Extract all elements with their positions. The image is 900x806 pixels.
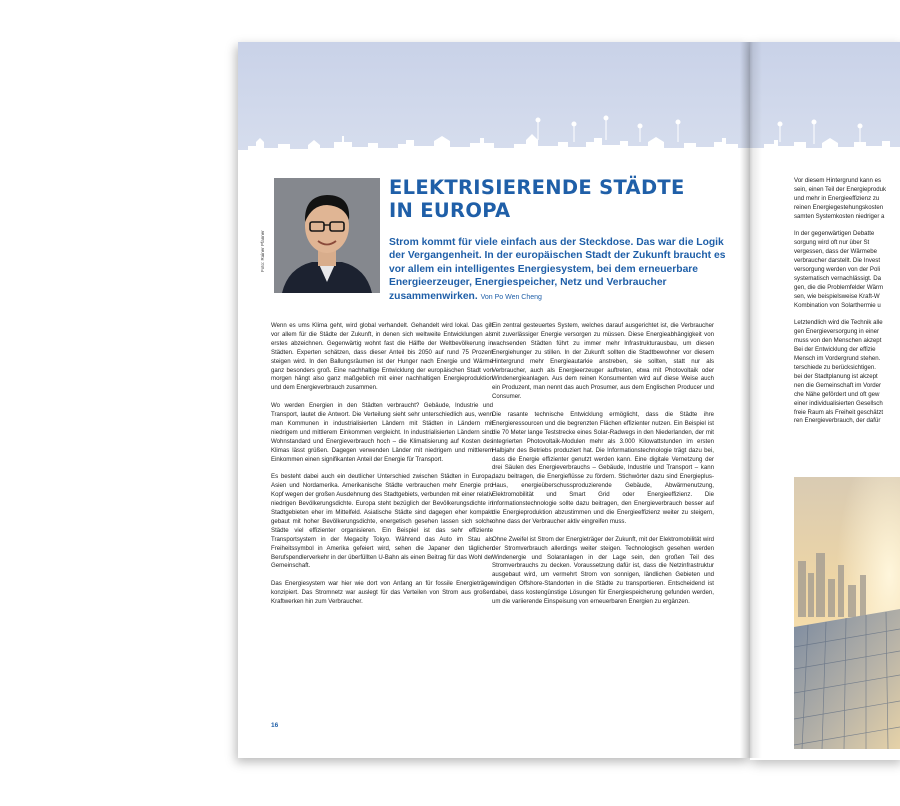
- byline: Von Po Wen Cheng: [480, 293, 542, 301]
- text-line: sen, wie beispielsweise Kraft-W: [794, 292, 880, 300]
- right-paragraph-3: [794, 319, 900, 426]
- solar-panel-city-photo: [794, 477, 900, 749]
- text-line: nen die Gemeinschaft im Vorder: [794, 381, 882, 389]
- text-line: terschiede zu berücksichtigen.: [794, 364, 876, 371]
- skyline-silhouette: [238, 102, 750, 162]
- paragraph: Ein zentral gesteuertes System, welches darauf ausgerichtet ist, die Verbraucher mit zuverlässiger Energie versorgen zu müssen. Diese Energieabhängigkeit von wachsenden Städten führt zu immer mehr Infrastrukturausbau, um diesen Energiehunger zu stillen. In der Zukunft sollten die Stadtbewohner vor diesem Hintergrund mehr Energieautarkie anstreben, sie sollten, statt nur als Verbraucher, auch als Energieerzeuger auftreten, etwa mit Photovoltaik oder Windenergieanlagen. Aus dem reinen Konsumenten wird auf diese Weise auch ein Produzent, man nennt das auch Prosumer, aus dem Englischen Producer und Consumer.: [492, 322, 714, 401]
- city-skyline-banner-right: [750, 42, 900, 162]
- text-line: reinen Energiegestehungskosten: [794, 203, 884, 211]
- right-body-column: [794, 177, 900, 435]
- lead-text: Strom kommt für viele einfach aus der Steckdose. Das war die Logik der Vergangenheit. In der europäischen Stadt der Zukunft braucht es vor allem ein intelligentes Energiesystem, bei dem erneuerbare Energieerzeuger, Energiespeicher, Netz und Verbraucher zusammenwirken.: [389, 237, 726, 302]
- text-line: samten Systemkosten niedriger a: [794, 212, 885, 220]
- author-portrait: [274, 178, 380, 293]
- text-line: sorgung wird oft nur über St: [794, 239, 870, 247]
- right-paragraph-1: [794, 177, 900, 222]
- paragraph: Ohne Zweifel ist Strom der Energieträger der Zukunft, mit der Elektromobilität wird der Stromverbrauch allerdings weiter steigen. Technologisch gesehen werden Windenergie und Solaranlagen in der Lage sein, den großen Teil des Stromverbrauchs zu decken. Voraussetzung dafür ist, dass die Netzinfrastruktur ausgebaut wird, um vermehrt Strom von sonnigen, ländlichen Gebieten und windigen Offshore-Standorten in die Städte zu transportieren. Entscheidend ist dabei, dass kostengünstige Lösungen für Energiespeicherung gefunden werden, um die variierende Einspeisung von erneuerbaren Energien zu ergänzen.: [492, 535, 714, 606]
- text-line: einer individualisierten Gesellsch: [794, 399, 883, 407]
- body-column-1: [271, 322, 493, 616]
- text-line: Letztendlich wird die Technik alle: [794, 319, 883, 327]
- headline-line-2: IN EUROPA: [389, 199, 511, 222]
- text-line: gen Energieversorgung in einer: [794, 328, 880, 336]
- photo-credit: Foto: Rainer Pfanner: [260, 230, 265, 272]
- text-line: che Nähe gefördert und oft gew: [794, 390, 880, 398]
- text-line: gen, die die Problemfelder Wärm: [794, 283, 884, 291]
- text-line: freie Raum als Freiheit geschätzt: [794, 408, 884, 416]
- article-lead: [389, 236, 729, 304]
- right-paragraph-2: [794, 230, 900, 310]
- text-line: versorgung werden von der Poli: [794, 266, 881, 274]
- paragraph: Wo werden Energien in den Städten verbraucht? Gebäude, Industrie und Transport, lautet die Antwort. Die Verteilung sieht sehr unterschiedlich aus, wenn man Kommunen in industrialisierten Ländern mit Städten in Ländern mit niedrigem und mittlerem Einkommen vergleicht. In industrialisierten Ländern sind Wohnstandard und Energieverbrauch hoch – die Klimatisierung auf Kosten des Klimas lässt grüßen. Dagegen verwenden Länder mit niedrigem und mittlerem Einkommen einen signifikanten Anteil der Energie für Transport.: [271, 402, 493, 463]
- text-line: systematisch vernachlässigt. Da: [794, 274, 882, 282]
- page-number: 16: [271, 722, 279, 729]
- text-line: ren Energieverbrauch, der dafür: [794, 417, 881, 425]
- text-line: Mensch im Vordergrund stehen.: [794, 355, 881, 363]
- text-line: Bei der Entwicklung der effizie: [794, 346, 876, 354]
- paragraph: Es besteht dabei auch ein deutlicher Unterschied zwischen Städten in Europa, Asien und Nordamerika. Amerikanische Städte verbrauchen mehr Energie pro Kopf wegen der großen Ausdehnung des Stadtgebiets, verbunden mit einer relativ niedrigen Bevölkerungsdichte. Europa steht bezüglich der Bevölkerungsdichte in Stadtgebieten eher im Mittelfeld. Asiatische Städte sind dagegen eher kompakt gebaut mit hoher Bevölkerungsdichte, energetisch gesehen lassen sich solche Städte viel effizienter organisieren. Ein Beispiel ist das sehr effiziente Transportsystem in der Megacity Tokyo. Während das Auto im Stau als Freiheitssymbol in Amerika gefeiert wird, sehen die Japaner den täglichen Berufspendlerverkehr in der überfüllten U-Bahn als einen Beitrag für das Wohl der Gemeinschaft.: [271, 473, 493, 570]
- text-line: In der gegenwärtigen Debatte: [794, 230, 875, 238]
- text-line: sein, einen Teil der Energieproduk: [794, 185, 887, 193]
- text-line: muss von den Menschen akzept: [794, 337, 882, 345]
- paragraph: Das Energiesystem war hier wie dort von Anfang an für fossile Energieträger konzipiert. Das Stromnetz war auslegt für das Verteilen von Strom aus großen Kraftwerken hin zum Verbraucher.: [271, 580, 493, 606]
- text-line: bei der Stadtplanung ist akzept: [794, 372, 878, 380]
- right-page: [750, 42, 900, 760]
- left-page: [238, 42, 750, 758]
- text-line: vergessen, dass der Wärmebe: [794, 248, 877, 256]
- text-line: verbraucher darstellt. Die Invest: [794, 257, 881, 265]
- paragraph: Wenn es ums Klima geht, wird global verhandelt. Gehandelt wird lokal. Das gilt vor allem für die Städte der Zukunft, in denen sich weltweite Entwicklungen als erstes abzeichnen. Gegenwärtig wohnt fast die Hälfte der Weltbevölkerung in Städten. Experten schätzen, dass dieser Anteil bis 2050 auf rund 75 Prozent steigen wird. In den Ballungsräumen ist der Hunger nach Energie und Wärme ganz besonders groß. Eine nachhaltige Entwicklung der europäischen Stadt von morgen hängt also ganz maßgeblich mit einer nachhaltigen Energieproduktion und dem Energieverbrauch zusammen.: [271, 322, 493, 392]
- city-skyline-banner: [238, 42, 750, 162]
- paragraph: Die rasante technische Entwicklung ermöglicht, dass die Städte ihre Energieressourcen und die begrenzten Flächen effizienter nutzen. Ein Beispiel ist die 70 Meter lange Teststrecke eines Solar-Radwegs in den Niederlanden, der mit integrierten Photovoltaik-Modulen mehr als 3.000 Kilowattstunden im ersten Halbjahr des Betriebs produziert hat. Die Informationstechnologie trägt dazu bei, dass die Energie effizienter genutzt werden kann. Eine digitale Vernetzung der drei Säulen des Energieverbrauchs – Gebäude, Industrie und Transport – kann dazu beitragen, die Energieflüsse zu fördern. Stichwörter dazu sind Energieplus-Haus, energieüberschussproduzierende Gebäude, Abwärmenutzung, Elektromobilität und Smart Grid oder Energieeffizienz. Die Informationstechnologie sollte dazu beitragen, den Energieverbrauch besser auf die Energieproduktion abzustimmen und die Energieeffizienz weiter zu steigern, ohne dass der Verbraucher aktiv eingreifen muss.: [492, 411, 714, 525]
- text-line: und mehr in Energieeffizienz zu: [794, 194, 880, 202]
- article-headline: [389, 176, 689, 222]
- text-line: Vor diesem Hintergrund kann es: [794, 177, 882, 184]
- text-line: Kombination von Solarthermie u: [794, 301, 881, 309]
- body-column-2: [492, 322, 714, 616]
- headline-line-1: ELEKTRISIERENDE STÄDTE: [389, 176, 685, 199]
- skyline-silhouette: [750, 102, 900, 162]
